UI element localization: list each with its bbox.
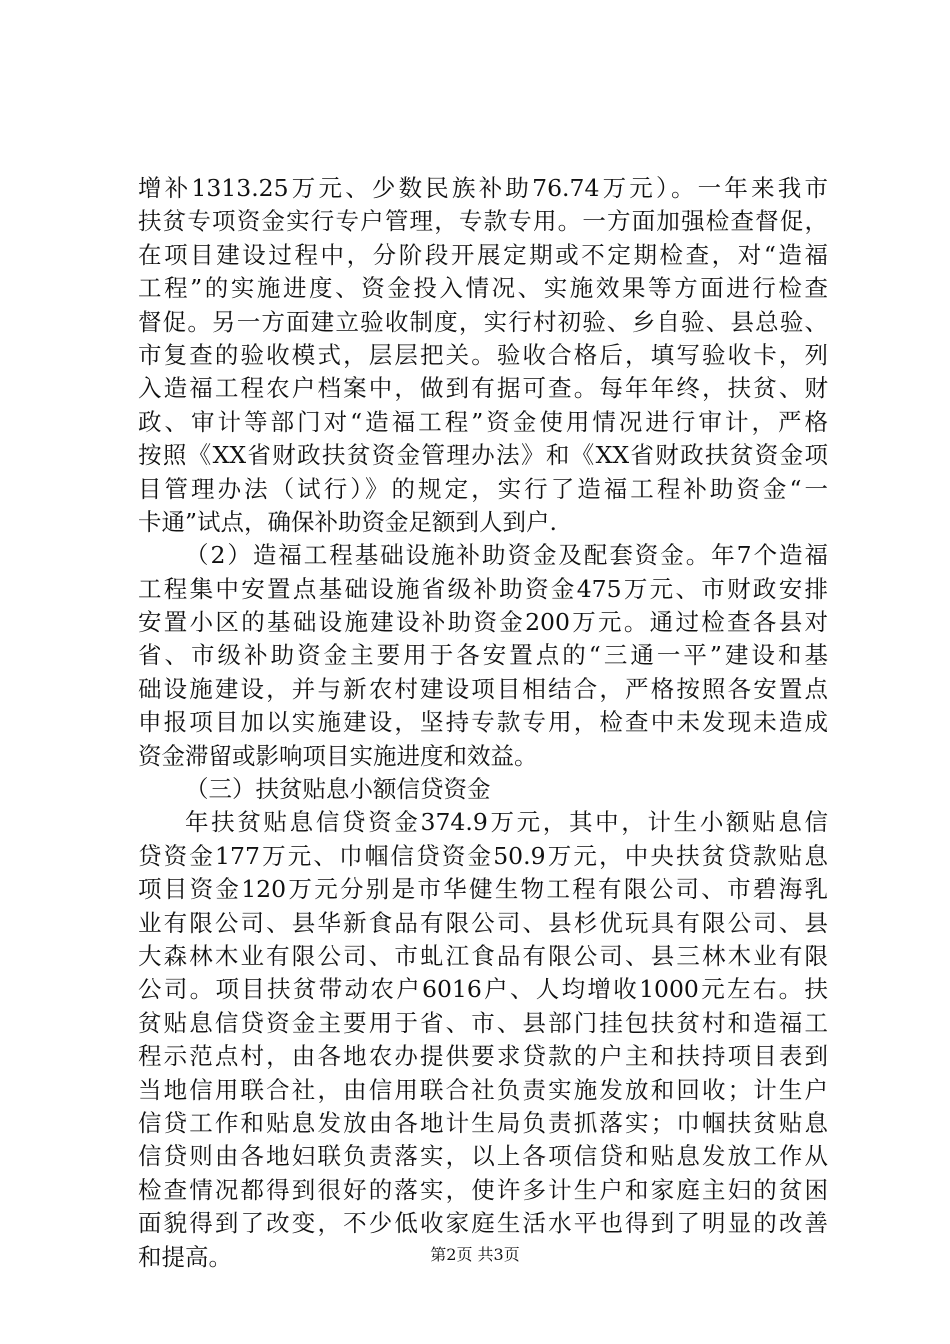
- text-line: 扶贫专项资金实行专户管理，专款专用。一方面加强检查督促，: [138, 207, 828, 236]
- text-line: 卡通”试点，确保补助资金足额到人到户.: [138, 507, 557, 536]
- text-line: 信贷则由各地妇联负责落实，以上各项信贷和贴息发放工作从: [138, 1142, 828, 1171]
- text-line: 增补1313.25万元、少数民族补助76.74万元）。一年来我市: [138, 174, 828, 202]
- paragraph-start-line: 年扶贫贴息信贷资金374.9万元，其中，计生小额贴息信: [185, 808, 828, 837]
- text-line: 按照《XX省财政扶贫资金管理办法》和《XX省财政扶贫资金项: [138, 441, 828, 470]
- text-line: 政、审计等部门对“造福工程”资金使用情况进行审计，严格: [138, 407, 828, 436]
- text-line: 入造福工程农户档案中，做到有据可查。每年年终，扶贫、财: [138, 374, 828, 403]
- text-line: 程示范点村，由各地农办提供要求贷款的户主和扶持项目表到: [138, 1042, 828, 1071]
- text-line: 市复查的验收模式，层层把关。验收合格后，填写验收卡，列: [138, 340, 828, 369]
- paragraph-start-line: （2）造福工程基础设施补助资金及配套资金。年7个造福: [185, 541, 828, 570]
- text-line: 贷资金177万元、巾帼信贷资金50.9万元，中央扶贫贷款贴息: [138, 841, 828, 870]
- text-line: 省、市级补助资金主要用于各安置点的“三通一平”建设和基: [138, 641, 828, 670]
- text-line: 公司。项目扶贫带动农户6016户、人均增收1000元左右。扶: [138, 975, 828, 1004]
- text-line: 业有限公司、县华新食品有限公司、县杉优玩具有限公司、县: [138, 908, 828, 937]
- section-heading: （三）扶贫贴息小额信贷资金: [185, 775, 491, 804]
- text-line: 大森林木业有限公司、市虬江食品有限公司、县三林木业有限: [138, 941, 828, 970]
- text-line: 资金滞留或影响项目实施进度和效益。: [138, 741, 538, 770]
- text-line: 工程集中安置点基础设施省级补助资金475万元、市财政安排: [138, 574, 828, 603]
- page-number-footer: 第2页 共3页: [430, 1245, 520, 1264]
- text-line: 当地信用联合社，由信用联合社负责实施发放和回收；计生户: [138, 1075, 828, 1104]
- text-line: 贫贴息信贷资金主要用于省、市、县部门挂包扶贫村和造福工: [138, 1008, 828, 1037]
- text-line: 在项目建设过程中，分阶段开展定期或不定期检查，对“造福: [138, 240, 828, 269]
- text-line: 目管理办法（试行）》的规定，实行了造福工程补助资金“一: [138, 474, 828, 503]
- text-line: 和提高。: [138, 1242, 232, 1271]
- text-line: 工程”的实施进度、资金投入情况、实施效果等方面进行检查: [138, 274, 828, 303]
- text-line: 项目资金120万元分别是市华健生物工程有限公司、市碧海乳: [138, 875, 828, 904]
- text-line: 面貌得到了改变，不少低收家庭生活水平也得到了明显的改善: [138, 1209, 828, 1238]
- text-line: 安置小区的基础设施建设补助资金200万元。通过检查各县对: [138, 608, 828, 637]
- text-line: 础设施建设，并与新农村建设项目相结合，严格按照各安置点: [138, 674, 828, 703]
- text-line: 信贷工作和贴息发放由各地计生局负责抓落实；巾帼扶贫贴息: [138, 1108, 828, 1137]
- document-body: [138, 172, 828, 1274]
- text-line: 申报项目加以实施建设，坚持专款专用，检查中未发现未造成: [138, 708, 828, 737]
- text-line: 督促。另一方面建立验收制度，实行村初验、乡自验、县总验、: [138, 307, 828, 336]
- text-line: 检查情况都得到很好的落实，使许多计生户和家庭主妇的贫困: [138, 1175, 828, 1204]
